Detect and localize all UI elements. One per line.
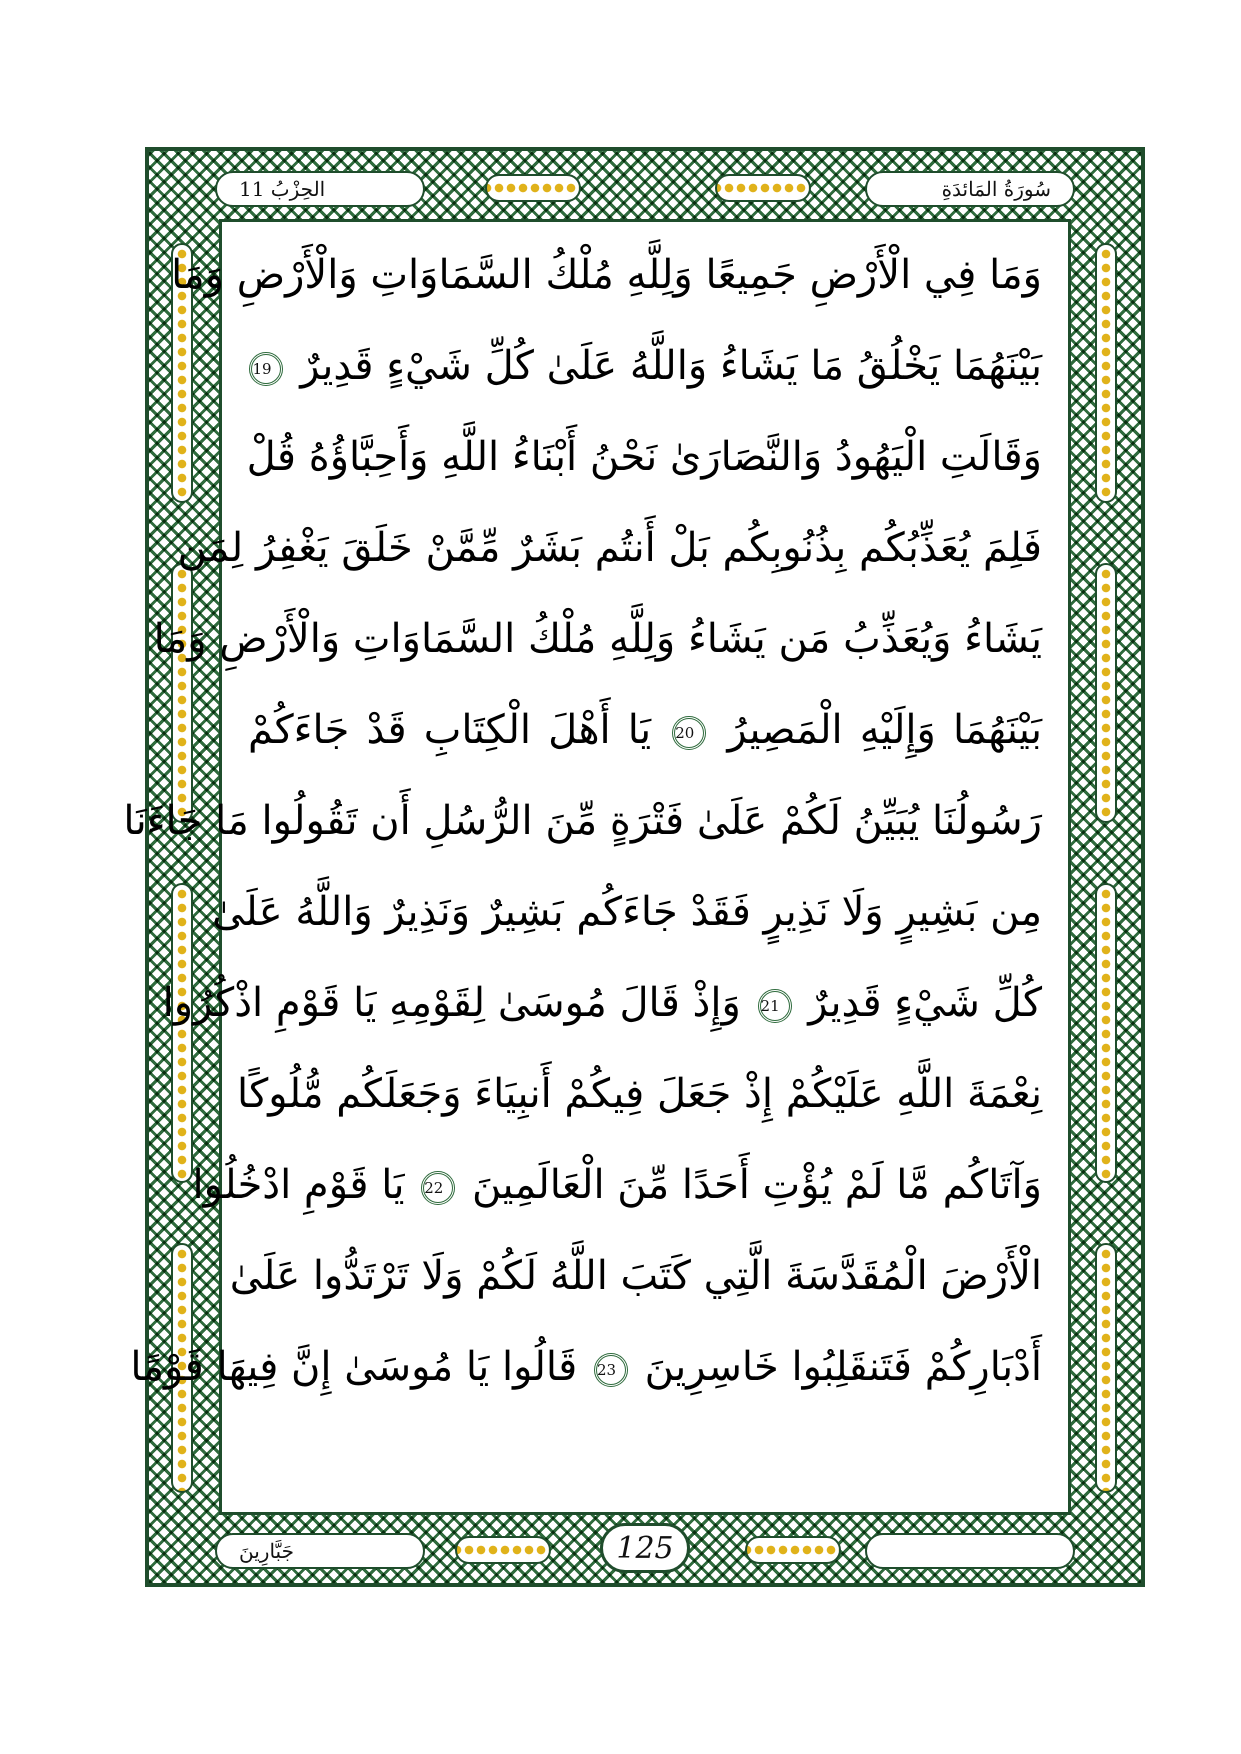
footer-ornament-left: [455, 1536, 551, 1564]
text-line: [171, 230, 1042, 321]
verse-text: يَشَاءُ وَيُعَذِّبُ مَن يَشَاءُ وَلِلَّهِ مُلْكُ السَّمَاوَاتِ وَالْأَرْضِ وَمَا: [153, 616, 1042, 662]
text-line: [212, 867, 1042, 958]
page-number: 125: [616, 1530, 674, 1566]
verse-text: الْأَرْضَ الْمُقَدَّسَةَ الَّتِي كَتَبَ اللَّهُ لَكُمْ وَلَا تَرْتَدُّوا عَلَىٰ: [229, 1253, 1042, 1299]
catchword-box: [215, 1533, 425, 1569]
text-line: [123, 776, 1042, 867]
text-line: [130, 1322, 1042, 1413]
verse-text: وَمَا فِي الْأَرْضِ جَمِيعًا وَلِلَّهِ مُلْكُ السَّمَاوَاتِ وَالْأَرْضِ وَمَا: [171, 252, 1042, 298]
text-line: [248, 321, 1042, 412]
right-dot-column-2: [1095, 563, 1117, 823]
text-line: [237, 1049, 1042, 1140]
right-dot-column-3: [1095, 883, 1117, 1183]
hizb-label: الحِزْبُ 11: [239, 177, 326, 201]
verse-text: بَيْنَهُمَا وَإِلَيْهِ الْمَصِيرُ: [727, 707, 1043, 753]
verse-text: قَالُوا يَا مُوسَىٰ إِنَّ فِيهَا قَوْمًا: [130, 1344, 578, 1390]
verse-text: مِن بَشِيرٍ وَلَا نَذِيرٍ فَقَدْ جَاءَكُم بَشِيرٌ وَنَذِيرٌ وَاللَّهُ عَلَىٰ: [212, 889, 1042, 935]
header-ornament-left: [485, 174, 581, 202]
quran-text-panel: [123, 219, 1071, 1515]
header-ornament-right: [715, 174, 811, 202]
text-line: [192, 1140, 1042, 1231]
right-dot-column-1: [1095, 243, 1117, 503]
surah-name-box: [865, 171, 1075, 207]
text-line: [162, 958, 1042, 1049]
text-line: [153, 594, 1042, 685]
surah-name: سُورَةُ المَائدَةِ: [941, 177, 1051, 201]
verse-text: يَا أَهْلَ الْكِتَابِ قَدْ جَاءَكُمْ: [248, 707, 652, 753]
verse-text: يَا قَوْمِ ادْخُلُوا: [192, 1162, 405, 1208]
ayah-number-marker: 23: [594, 1353, 628, 1387]
right-dot-column-4: [1095, 1243, 1117, 1493]
ayah-number-marker: 22: [421, 1171, 455, 1205]
page-number-badge: [600, 1523, 690, 1573]
text-line: [248, 412, 1042, 503]
verse-text: وَإِذْ قَالَ مُوسَىٰ لِقَوْمِهِ يَا قَوْمِ اذْكُرُوا: [162, 980, 741, 1026]
text-line: [229, 1231, 1042, 1322]
text-line: [248, 685, 1042, 776]
ayah-number-marker: 21: [758, 989, 792, 1023]
hizb-label-box: [215, 171, 425, 207]
verse-text: بَيْنَهُمَا يَخْلُقُ مَا يَشَاءُ وَاللَّهُ عَلَىٰ كُلِّ شَيْءٍ قَدِيرٌ: [300, 343, 1042, 389]
header-band: [155, 157, 1135, 207]
text-line: [177, 503, 1042, 594]
ayah-number-marker: 19: [249, 352, 283, 386]
footer-blank-box: [865, 1533, 1075, 1569]
verse-text: كُلِّ شَيْءٍ قَدِيرٌ: [808, 980, 1042, 1026]
verse-text: وَقَالَتِ الْيَهُودُ وَالنَّصَارَىٰ نَحْنُ أَبْنَاءُ اللَّهِ وَأَحِبَّاؤُهُ قُلْ: [246, 434, 1042, 480]
verse-text: وَآتَاكُم مَّا لَمْ يُؤْتِ أَحَدًا مِّنَ الْعَالَمِينَ: [471, 1162, 1042, 1208]
verse-text: أَدْبَارِكُمْ فَتَنقَلِبُوا خَاسِرِينَ: [644, 1344, 1042, 1390]
footer-ornament-right: [745, 1536, 841, 1564]
catchword: جَبَّارِينَ: [239, 1539, 294, 1563]
ayah-number-marker: 20: [672, 716, 706, 750]
verse-text: نِعْمَةَ اللَّهِ عَلَيْكُمْ إِذْ جَعَلَ فِيكُمْ أَنبِيَاءَ وَجَعَلَكُم مُّلُوكًا: [237, 1071, 1042, 1117]
right-border-ornament: [1079, 213, 1135, 1521]
verse-text: فَلِمَ يُعَذِّبُكُم بِذُنُوبِكُم بَلْ أَنتُم بَشَرٌ مِّمَّنْ خَلَقَ يَغْفِرُ لِمَن: [177, 525, 1042, 571]
page-frame: [123, 147, 1145, 1587]
verse-text: رَسُولُنَا يُبَيِّنُ لَكُمْ عَلَىٰ فَتْرَةٍ مِّنَ الرُّسُلِ أَن تَقُولُوا مَا جَاءَنَا: [123, 798, 1042, 844]
